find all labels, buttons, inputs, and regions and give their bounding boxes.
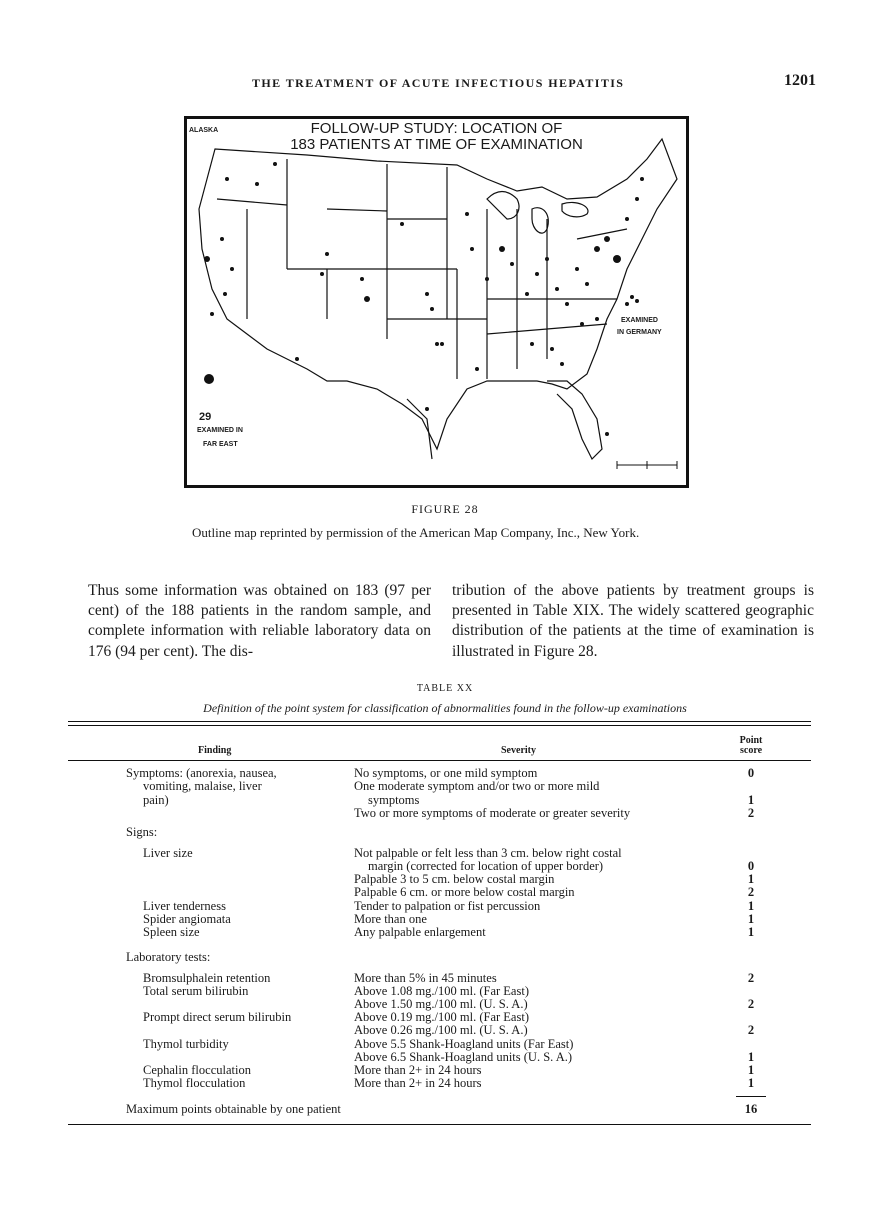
severity-cell: Two or more symptoms of moderate or greater severity [354, 806, 631, 820]
finding-cell: Cephalin flocculation [143, 1063, 251, 1077]
score-cell: 1 [747, 872, 755, 886]
severity-cell: margin (corrected for location of upper border) [368, 859, 604, 873]
finding-cell: Laboratory tests: [126, 950, 211, 964]
finding-cell: Thymol flocculation [143, 1076, 246, 1090]
severity-cell: More than 5% in 45 minutes [354, 971, 497, 985]
header-rule [68, 760, 811, 761]
severity-cell: One moderate symptom and/or two or more mild [354, 779, 600, 793]
page-number: 1201 [784, 72, 816, 89]
total-label: Maximum points obtainable by one patient [126, 1102, 341, 1116]
score-cell: 0 [747, 766, 755, 780]
far-east-label-2: FAR EAST [203, 441, 238, 448]
severity-cell: Above 1.08 mg./100 ml. (Far East) [354, 984, 529, 998]
severity-cell: More than 2+ in 24 hours [354, 1076, 482, 1090]
finding-cell: vomiting, malaise, liver [143, 779, 262, 793]
score-cell: 2 [747, 806, 755, 820]
finding-cell: Total serum bilirubin [143, 984, 249, 998]
table-bottom-rule [68, 1124, 811, 1125]
score-cell: 2 [747, 971, 755, 985]
table-caption: Definition of the point system for classification of abnormalities found in the follow-up examinations [203, 701, 687, 715]
body-text-left: Thus some information was obtained on 183 (97 per cent) of the 188 patients in the random sample, and complete information with reliable laboratory data on 176 (94 per cent). The dis- [88, 582, 431, 660]
germany-label-1: EXAMINED [621, 317, 658, 324]
finding-cell: Prompt direct serum bilirubin [143, 1010, 292, 1024]
severity-cell: Above 6.5 Shank-Hoagland units (U. S. A.) [354, 1050, 573, 1064]
header-severity: Severity [501, 745, 536, 756]
score-cell: 2 [747, 885, 755, 899]
table-top-rule-2 [68, 725, 811, 726]
finding-cell: Spleen size [143, 925, 200, 939]
figure-caption: Outline map reprinted by permission of the American Map Company, Inc., New York. [192, 525, 640, 540]
header-point: Point [739, 735, 763, 746]
alaska-label: ALASKA [189, 127, 219, 134]
score-cell: 0 [747, 859, 755, 873]
finding-cell: Liver tenderness [143, 899, 226, 913]
total-rule [736, 1096, 766, 1097]
map-title [187, 121, 686, 153]
severity-cell: Palpable 6 cm. or more below costal margin [354, 885, 575, 899]
score-cell: 2 [747, 997, 755, 1011]
severity-cell: Above 0.19 mg./100 ml. (Far East) [354, 1010, 529, 1024]
severity-cell: Tender to palpation or fist percussion [354, 899, 541, 913]
total-score: 16 [744, 1102, 758, 1116]
germany-label-2: IN GERMANY [617, 329, 662, 336]
score-cell: 1 [747, 1050, 755, 1064]
map-title-line-2: 183 PATIENTS AT TIME OF EXAMINATION [290, 136, 583, 153]
us-map-figure [184, 116, 689, 488]
us-outline-map [187, 119, 686, 485]
score-cell: 1 [747, 912, 755, 926]
severity-cell: symptoms [368, 793, 420, 807]
severity-cell: Palpable 3 to 5 cm. below costal margin [354, 872, 555, 886]
map-title-line-1: FOLLOW-UP STUDY: LOCATION OF [310, 120, 563, 137]
finding-cell: Bromsulphalein retention [143, 971, 271, 985]
figure-label: FIGURE 28 [411, 502, 479, 516]
score-cell: 1 [747, 899, 755, 913]
finding-cell: Signs: [126, 825, 158, 839]
score-cell: 1 [747, 1076, 755, 1090]
score-cell: 1 [747, 1063, 755, 1077]
finding-cell: Thymol turbidity [143, 1037, 229, 1051]
severity-cell: Above 5.5 Shank-Hoagland units (Far East) [354, 1037, 574, 1051]
severity-cell: Not palpable or felt less than 3 cm. below right costal [354, 846, 622, 860]
header-finding: Finding [198, 745, 232, 756]
finding-cell: pain) [143, 793, 169, 807]
finding-cell: Spider angiomata [143, 912, 231, 926]
body-text-right: tribution of the above patients by treatment groups is presented in Table XIX. The widely scattered geographic distribution of the patients at the time of examination is illustrated in Figure 28. [452, 582, 814, 660]
severity-cell: More than one [354, 912, 427, 926]
severity-cell: Above 0.26 mg./100 ml. (U. S. A.) [354, 1023, 528, 1037]
severity-cell: Any palpable enlargement [354, 925, 486, 939]
running-title: THE TREATMENT OF ACUTE INFECTIOUS HEPATITIS [252, 76, 625, 90]
score-cell: 2 [747, 1023, 755, 1037]
severity-cell: No symptoms, or one mild symptom [354, 766, 538, 780]
far-east-label-1: EXAMINED IN [197, 427, 243, 434]
severity-cell: More than 2+ in 24 hours [354, 1063, 482, 1077]
finding-cell: Symptoms: (anorexia, nausea, [126, 766, 277, 780]
table-top-rule [68, 721, 811, 722]
far-east-count: 29 [199, 411, 212, 423]
score-cell: 1 [747, 925, 755, 939]
score-cell: 1 [747, 793, 755, 807]
severity-cell: Above 1.50 mg./100 ml. (U. S. A.) [354, 997, 528, 1011]
header-score: score [739, 745, 763, 756]
table-number: TABLE XX [416, 683, 474, 694]
finding-cell: Liver size [143, 846, 193, 860]
